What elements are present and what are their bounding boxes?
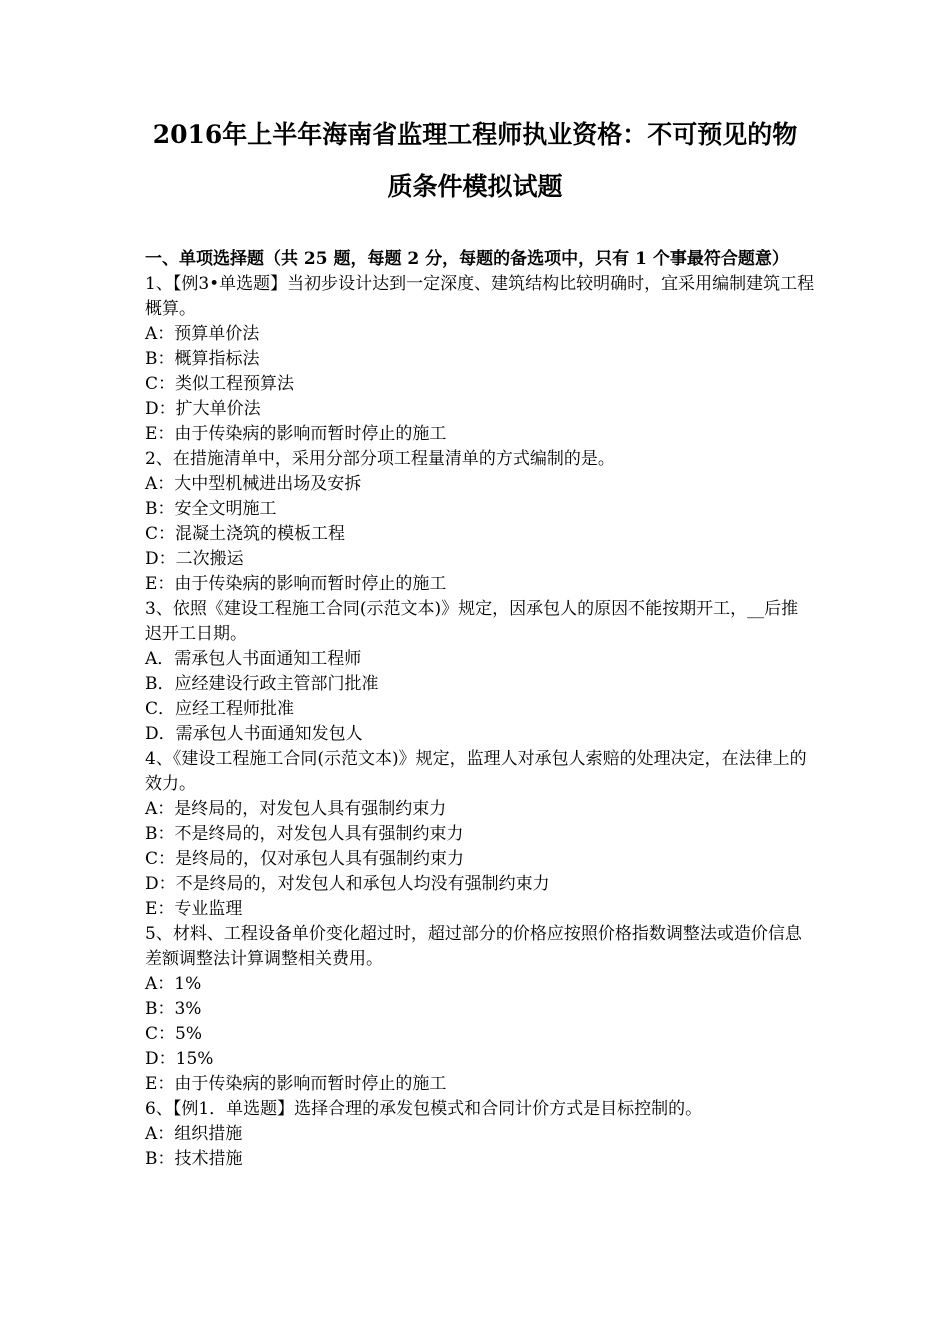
option-c: C：5% xyxy=(145,1024,202,1044)
document-title-line-1: 2016年上半年海南省监理工程师执业资格：不可预见的物 xyxy=(152,120,798,149)
option-a: A：组织措施 xyxy=(145,1124,243,1144)
question-4 xyxy=(145,747,815,922)
option-c: C：混凝土浇筑的模板工程 xyxy=(145,524,346,544)
question-3 xyxy=(145,597,815,747)
section-header: 一、单项选择题（共 25 题，每题 2 分，每题的备选项中，只有 1 个事最符合题意） xyxy=(145,249,789,269)
option-e: E：由于传染病的影响而暂时停止的施工 xyxy=(145,1074,447,1094)
document-body xyxy=(145,247,815,1172)
question-2 xyxy=(145,447,815,597)
option-a: A．需承包人书面通知工程师 xyxy=(145,649,362,669)
question-stem: 2、在措施清单中，采用分部分项工程量清单的方式编制的是。 xyxy=(145,449,615,469)
option-b: B：3% xyxy=(145,999,202,1019)
option-c: C：是终局的，仅对承包人具有强制约束力 xyxy=(145,849,465,869)
question-stem: 5、材料、工程设备单价变化超过时，超过部分的价格应按照价格指数调整法或造价信息差额调整法计算调整相关费用。 xyxy=(145,924,802,969)
option-d: D：15% xyxy=(145,1049,214,1069)
option-e: E：由于传染病的影响而暂时停止的施工 xyxy=(145,574,447,594)
question-stem: 3、依照《建设工程施工合同(示范文本)》规定，因承包人的原因不能按期开工，__后推迟开工日期。 xyxy=(145,599,799,644)
option-b: B：概算指标法 xyxy=(145,349,260,369)
option-b: B．应经建设行政主管部门批准 xyxy=(145,674,379,694)
question-6 xyxy=(145,1097,815,1172)
question-stem: 6、【例1．单选题】选择合理的承发包模式和合同计价方式是目标控制的。 xyxy=(145,1099,703,1119)
option-b: B：技术措施 xyxy=(145,1149,243,1169)
option-a: A：预算单价法 xyxy=(145,324,260,344)
option-d: D．需承包人书面通知发包人 xyxy=(145,724,363,744)
option-a: A：大中型机械进出场及安拆 xyxy=(145,474,362,494)
option-e: E：由于传染病的影响而暂时停止的施工 xyxy=(145,424,447,444)
option-d: D：二次搬运 xyxy=(145,549,244,569)
question-stem: 1、【例3•单选题】当初步设计达到一定深度、建筑结构比较明确时，宜采用编制建筑工程概算。 xyxy=(145,274,815,319)
question-stem: 4、《建设工程施工合同(示范文本)》规定，监理人对承包人索赔的处理决定，在法律上的效力。 xyxy=(145,749,807,794)
option-d: D：扩大单价法 xyxy=(145,399,261,419)
question-5 xyxy=(145,922,815,1097)
option-e: E：专业监理 xyxy=(145,899,243,919)
option-d: D：不是终局的，对发包人和承包人均没有强制约束力 xyxy=(145,874,550,894)
document-title-line-2: 质条件模拟试题 xyxy=(387,172,563,201)
option-b: B：不是终局的，对发包人具有强制约束力 xyxy=(145,824,464,844)
option-c: C：类似工程预算法 xyxy=(145,374,295,394)
option-c: C．应经工程师批准 xyxy=(145,699,295,719)
option-b: B：安全文明施工 xyxy=(145,499,277,519)
option-a: A：是终局的，对发包人具有强制约束力 xyxy=(145,799,447,819)
question-1 xyxy=(145,272,815,447)
option-a: A：1% xyxy=(145,974,202,994)
